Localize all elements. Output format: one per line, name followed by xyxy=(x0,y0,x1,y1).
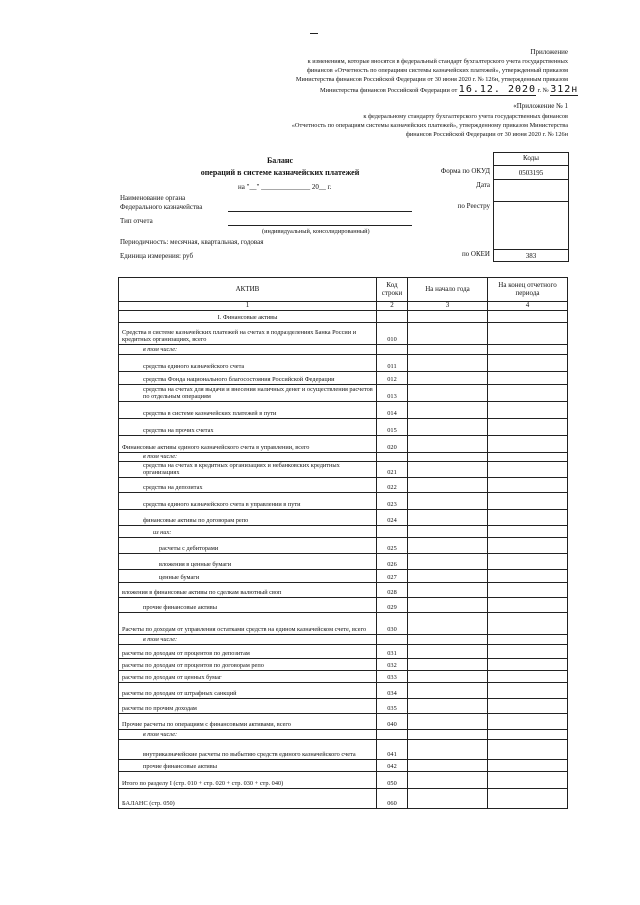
report-type-line xyxy=(228,225,412,226)
row-code: 015 xyxy=(377,418,408,435)
row-code: 027 xyxy=(377,569,408,582)
row-start-value[interactable] xyxy=(408,771,488,788)
appendix-line-1: к изменениям, которые вносятся в федеральный стандарт бухгалтерского учета государственных xyxy=(307,58,568,65)
row-label: в том числе: xyxy=(119,452,377,461)
row-label: БАЛАНС (стр. 050) xyxy=(119,788,377,808)
row-start-value[interactable] xyxy=(408,644,488,658)
row-label: расчеты по доходам от штрафных санкций xyxy=(119,682,377,698)
row-code xyxy=(377,344,408,354)
header-asset: АКТИВ xyxy=(119,278,377,302)
row-start-value[interactable] xyxy=(408,597,488,612)
row-end-value[interactable] xyxy=(488,525,568,537)
unit-text: Единица измерения: руб xyxy=(120,252,194,260)
row-label: ценные бумаги xyxy=(119,569,377,582)
row-start-value[interactable] xyxy=(408,435,488,452)
row-code xyxy=(377,729,408,739)
row-end-value[interactable] xyxy=(488,682,568,698)
row-start-value[interactable] xyxy=(408,401,488,418)
row-start-value[interactable] xyxy=(408,698,488,713)
table-row xyxy=(119,612,568,634)
row-end-value[interactable] xyxy=(488,612,568,634)
appendix-line-4-prefix: Министерства финансов Российской Федерации от xyxy=(320,87,458,94)
table-row xyxy=(119,461,568,477)
row-label: Расчеты по доходам от управления остатками средств на едином казначейском счете, всего xyxy=(119,612,377,634)
row-code: 026 xyxy=(377,553,408,569)
row-label: Итого по разделу I (стр. 010 + стр. 020 + стр. 030 + стр. 040) xyxy=(119,771,377,788)
row-start-value[interactable] xyxy=(408,634,488,644)
row-label: расчеты по доходам от процентов по договорам репо xyxy=(119,658,377,670)
table-row xyxy=(119,698,568,713)
table-row xyxy=(119,401,568,418)
row-label: средства единого казначейского счета xyxy=(119,354,377,371)
table-row xyxy=(119,670,568,682)
row-start-value[interactable] xyxy=(408,612,488,634)
table-row xyxy=(119,634,568,644)
table-row xyxy=(119,729,568,739)
annex-title: «Приложение № 1 xyxy=(513,102,568,110)
row-end-value[interactable] xyxy=(488,537,568,553)
row-label: финансовые активы по договорам репо xyxy=(119,509,377,525)
table-row xyxy=(119,477,568,492)
row-start-value[interactable] xyxy=(408,739,488,759)
row-start-value[interactable] xyxy=(408,418,488,435)
table-row xyxy=(119,509,568,525)
row-label: средства Фонда национального благосостояния Российской Федерации xyxy=(119,371,377,384)
appendix-handwritten-number: 312н xyxy=(550,84,579,95)
row-label: Финансовые активы единого казначейского счета в управлении, всего xyxy=(119,435,377,452)
report-type-hint: (индивидуальный, консолидированный) xyxy=(262,228,370,235)
row-code: 025 xyxy=(377,537,408,553)
row-start-value[interactable] xyxy=(408,492,488,509)
colnum-3: 3 xyxy=(408,302,488,311)
table-row xyxy=(119,569,568,582)
row-end-value[interactable] xyxy=(488,634,568,644)
row-end-value[interactable] xyxy=(488,658,568,670)
row-label: вложения в ценные бумаги xyxy=(119,553,377,569)
row-start-value[interactable] xyxy=(408,582,488,597)
row-start-value[interactable] xyxy=(408,371,488,384)
row-start-value[interactable] xyxy=(408,713,488,729)
row-label: расчеты по прочим доходам xyxy=(119,698,377,713)
table-row xyxy=(119,759,568,771)
row-end-value[interactable] xyxy=(488,553,568,569)
report-type-label: Тип отчета xyxy=(120,217,153,225)
row-start-value[interactable] xyxy=(408,525,488,537)
date-code-cell xyxy=(494,179,568,201)
table-row xyxy=(119,371,568,384)
row-code: 035 xyxy=(377,698,408,713)
row-end-value[interactable] xyxy=(488,771,568,788)
row-label: средства единого казначейского счета в управлении в пути xyxy=(119,492,377,509)
row-start-value[interactable] xyxy=(408,461,488,477)
row-start-value[interactable] xyxy=(408,729,488,739)
colnum-4: 4 xyxy=(488,302,568,311)
row-label: Прочие расчеты по операциям с финансовыми активами, всего xyxy=(119,713,377,729)
okud-code: 0503195 xyxy=(494,165,568,179)
table-row xyxy=(119,418,568,435)
row-code: 021 xyxy=(377,461,408,477)
section-title: I. Финансовые активы xyxy=(119,310,377,322)
row-code xyxy=(377,525,408,537)
periodicity-text: Периодичность: месячная, квартальная, годовая xyxy=(120,238,264,246)
balance-table xyxy=(118,277,568,809)
row-end-value[interactable] xyxy=(488,322,568,344)
row-label: прочие финансовые активы xyxy=(119,597,377,612)
header-start: На начало года xyxy=(408,278,488,302)
row-code: 030 xyxy=(377,612,408,634)
row-code: 013 xyxy=(377,384,408,401)
okei-code: 383 xyxy=(494,249,568,262)
row-end-value[interactable] xyxy=(488,569,568,582)
table-row xyxy=(119,597,568,612)
table-row xyxy=(119,525,568,537)
row-end-value[interactable] xyxy=(488,401,568,418)
row-code: 029 xyxy=(377,597,408,612)
row-end-value[interactable] xyxy=(488,644,568,658)
table-row xyxy=(119,771,568,788)
row-end-value[interactable] xyxy=(488,435,568,452)
row-start-value[interactable] xyxy=(408,569,488,582)
form-date-line: на "__" ______________ 20__ г. xyxy=(238,183,332,191)
org-label-2: Федерального казначейства xyxy=(120,203,203,211)
table-row xyxy=(119,788,568,808)
header-code: Код строки xyxy=(377,278,408,302)
annex-line-2: «Отчетность по операциям системы казначейских платежей», утвержденному приказом Министерства xyxy=(291,122,568,129)
row-start-value[interactable] xyxy=(408,658,488,670)
row-label: средства на депозитах xyxy=(119,477,377,492)
row-label: средства на прочих счетах xyxy=(119,418,377,435)
row-label: прочие финансовые активы xyxy=(119,759,377,771)
row-code: 060 xyxy=(377,788,408,808)
row-start-value[interactable] xyxy=(408,452,488,461)
row-code: 023 xyxy=(377,492,408,509)
row-code: 011 xyxy=(377,354,408,371)
row-code: 012 xyxy=(377,371,408,384)
row-end-value[interactable] xyxy=(488,729,568,739)
table-row xyxy=(119,582,568,597)
appendix-handwritten-date: 16.12. 2020 xyxy=(458,84,537,95)
row-label: расчеты по доходам от ценных бумаг xyxy=(119,670,377,682)
row-code: 024 xyxy=(377,509,408,525)
table-row xyxy=(119,492,568,509)
registry-label: по Реестру xyxy=(457,202,490,210)
row-code: 041 xyxy=(377,739,408,759)
row-label: в том числе: xyxy=(119,634,377,644)
row-start-value[interactable] xyxy=(408,322,488,344)
table-row xyxy=(119,713,568,729)
appendix-line-4-mid: г. № xyxy=(537,87,549,94)
form-subtitle: операций в системе казначейских платежей xyxy=(200,168,360,177)
row-code xyxy=(377,452,408,461)
codes-header: Коды xyxy=(523,154,539,162)
row-label: средства на счетах для выдачи и внесения наличных денег и осуществления расчетов по отдельным операциям xyxy=(119,384,377,401)
appendix-line-3: Министерства финансов Российской Федерации от 30 июня 2020 г. № 126н, утвержденным приказом xyxy=(295,76,568,83)
row-code: 031 xyxy=(377,644,408,658)
table-row xyxy=(119,452,568,461)
table-row xyxy=(119,537,568,553)
row-code: 050 xyxy=(377,771,408,788)
table-row xyxy=(119,322,568,344)
table-row xyxy=(119,739,568,759)
row-end-value[interactable] xyxy=(488,384,568,401)
row-code xyxy=(377,634,408,644)
row-end-value[interactable] xyxy=(488,670,568,682)
row-label: в том числе: xyxy=(119,729,377,739)
row-end-value[interactable] xyxy=(488,418,568,435)
row-end-value[interactable] xyxy=(488,582,568,597)
table-row xyxy=(119,682,568,698)
table-row xyxy=(119,553,568,569)
annex-line-3: финансов Российской Федерации от 30 июня 2020 г. № 126н xyxy=(405,131,568,138)
appendix-line-2: финансов «Отчетность по операциям системы казначейских платежей», утвержденный приказом xyxy=(306,67,568,74)
colnum-2: 2 xyxy=(377,302,408,311)
row-start-value[interactable] xyxy=(408,384,488,401)
row-label: вложения в финансовые активы по сделкам валютный своп xyxy=(119,582,377,597)
org-label-1: Наименование органа xyxy=(120,194,186,202)
row-label: расчеты по доходам от процентов по депозитам xyxy=(119,644,377,658)
row-label: средства на счетах в кредитных организациях и небанковских кредитных организациях xyxy=(119,461,377,477)
row-end-value[interactable] xyxy=(488,759,568,771)
row-label: из них: xyxy=(119,525,377,537)
date-label: Дата xyxy=(476,181,490,189)
annex-line-1: к федеральному стандарту бухгалтерского учета государственных финансов xyxy=(363,113,568,120)
row-end-value[interactable] xyxy=(488,788,568,808)
row-label: расчеты с дебиторами xyxy=(119,537,377,553)
row-start-value[interactable] xyxy=(408,344,488,354)
row-end-value[interactable] xyxy=(488,713,568,729)
row-end-value[interactable] xyxy=(488,452,568,461)
row-start-value[interactable] xyxy=(408,354,488,371)
row-code: 033 xyxy=(377,670,408,682)
row-start-value[interactable] xyxy=(408,477,488,492)
appendix-line-4 xyxy=(320,86,578,95)
row-code: 020 xyxy=(377,435,408,452)
row-code: 014 xyxy=(377,401,408,418)
colnum-1: 1 xyxy=(119,302,377,311)
row-code: 032 xyxy=(377,658,408,670)
row-end-value[interactable] xyxy=(488,477,568,492)
row-start-value[interactable] xyxy=(408,537,488,553)
okud-label: Форма по ОКУД xyxy=(440,167,490,175)
row-end-value[interactable] xyxy=(488,597,568,612)
row-label: в том числе: xyxy=(119,344,377,354)
table-row xyxy=(119,344,568,354)
row-code: 010 xyxy=(377,322,408,344)
table-row xyxy=(119,658,568,670)
header-end: На конец отчетного периода xyxy=(488,278,568,302)
registry-code-cell xyxy=(494,201,568,251)
row-end-value[interactable] xyxy=(488,344,568,354)
table-row xyxy=(119,435,568,452)
row-start-value[interactable] xyxy=(408,509,488,525)
row-label: Средства в системе казначейских платежей на счетах в подразделениях Банка России и кредитных организациях, всего xyxy=(119,322,377,344)
form-title: Баланс xyxy=(266,156,293,165)
row-end-value[interactable] xyxy=(488,461,568,477)
table-row xyxy=(119,354,568,371)
row-code: 034 xyxy=(377,682,408,698)
row-end-value[interactable] xyxy=(488,509,568,525)
okei-label: по ОКЕИ xyxy=(461,250,490,258)
row-code: 042 xyxy=(377,759,408,771)
appendix-title: Приложение xyxy=(530,48,568,56)
row-start-value[interactable] xyxy=(408,670,488,682)
row-label: внутриказначейские расчеты по выбытию средств единого казначейского счета xyxy=(119,739,377,759)
row-label: средства в системе казначейских платежей в пути xyxy=(119,401,377,418)
row-end-value[interactable] xyxy=(488,492,568,509)
row-start-value[interactable] xyxy=(408,759,488,771)
row-end-value[interactable] xyxy=(488,371,568,384)
row-start-value[interactable] xyxy=(408,682,488,698)
row-end-value[interactable] xyxy=(488,698,568,713)
row-start-value[interactable] xyxy=(408,788,488,808)
top-mark xyxy=(310,33,318,34)
codes-box xyxy=(493,152,569,262)
table-row xyxy=(119,384,568,401)
row-end-value[interactable] xyxy=(488,354,568,371)
row-start-value[interactable] xyxy=(408,553,488,569)
row-code: 028 xyxy=(377,582,408,597)
row-code: 022 xyxy=(377,477,408,492)
row-end-value[interactable] xyxy=(488,739,568,759)
row-code: 040 xyxy=(377,713,408,729)
org-name-line xyxy=(228,211,412,212)
table-row xyxy=(119,644,568,658)
